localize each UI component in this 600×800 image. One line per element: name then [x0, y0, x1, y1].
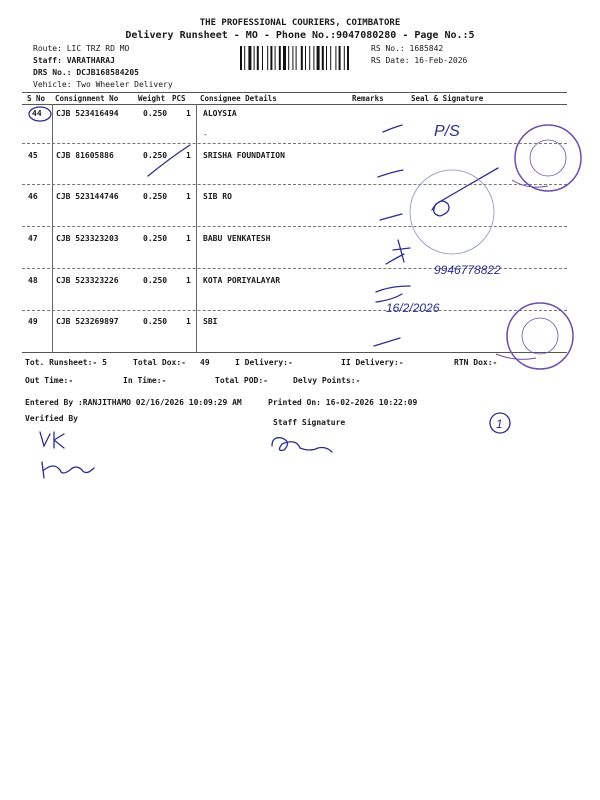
row-sno: 47 — [28, 234, 38, 243]
row-weight: 0.250 — [143, 317, 168, 326]
row-pcs: 1 — [186, 276, 191, 285]
total-runsheet: Tot. Runsheet:- 5 — [25, 358, 107, 367]
row-pcs: 1 — [186, 192, 191, 201]
verified-initials — [40, 432, 64, 448]
row-weight: 0.250 — [143, 109, 168, 118]
sno-circle-mark — [29, 107, 51, 121]
staff-signature-label: Staff Signature — [273, 418, 346, 427]
handwritten-date: 16/2/2026 — [386, 301, 440, 315]
row-sno: 46 — [28, 192, 38, 201]
row-weight: 0.250 — [143, 192, 168, 201]
remark-tick — [386, 240, 410, 264]
remark-tick — [380, 214, 402, 220]
row-pcs: 1 — [186, 151, 191, 160]
ps-mark: P/S — [434, 123, 460, 140]
verified-signature — [42, 462, 94, 478]
row-consignee: SIB RO — [203, 192, 232, 201]
row-weight: 0.250 — [143, 151, 168, 160]
row-consignment: CJB 523144746 — [56, 192, 119, 201]
company-title: THE PROFESSIONAL COURIERS, COIMBATORE — [199, 18, 401, 28]
in-time: In Time:- — [123, 376, 167, 385]
total-pod: Total POD:- — [215, 376, 268, 385]
col-remarks: Remarks — [352, 94, 384, 103]
handwritten-line — [376, 286, 410, 292]
row-consignee: KOTA PORIYALAYAR — [203, 276, 281, 285]
row-sno: 45 — [28, 151, 38, 160]
col-consignee: Consignee Details — [200, 94, 277, 103]
row-consignee: SRISHA FOUNDATION — [203, 151, 285, 160]
drs-number: DRS No.: DCJB168584205 — [33, 68, 139, 77]
row-consignment: CJB 81605886 — [56, 151, 114, 160]
row-consignee-extra: - — [203, 130, 208, 139]
delvy-points: Delvy Points:- — [293, 376, 361, 385]
vehicle-label: Vehicle: Two Wheeler Delivery — [33, 80, 173, 89]
col-weight: Weight — [138, 94, 166, 103]
i-delivery: I Delivery:- — [235, 358, 293, 367]
row-pcs: 1 — [186, 109, 191, 118]
total-dox-count: 49 — [200, 358, 210, 367]
verified-by-label: Verified By — [25, 414, 78, 423]
runsheet-subtitle: Delivery Runsheet - MO - Phone No.:9047080280 - Page No.:5 — [125, 30, 475, 41]
printed-on: Printed On: 16-02-2026 10:22:09 — [268, 398, 418, 407]
col-seal-signature: Seal & Signature — [411, 94, 484, 103]
col-consignment: Consignment No — [55, 94, 119, 103]
row-consignment: CJB 523323203 — [56, 234, 119, 243]
seal-stamp — [515, 125, 581, 191]
row-weight: 0.250 — [143, 276, 168, 285]
staff-label: Staff: VARATHARAJ — [33, 56, 115, 65]
faint-stamp-ring — [410, 170, 494, 254]
remark-tick — [374, 338, 400, 346]
stray-mark — [148, 145, 190, 176]
row-sno: 44 — [32, 109, 42, 118]
row-consignee: SBI — [203, 317, 218, 326]
row-pcs: 1 — [186, 234, 191, 243]
row-consignment: CJB 523323226 — [56, 276, 119, 285]
rtn-dox: RTN Dox:- — [454, 358, 498, 367]
col-pcs: PCS — [172, 94, 186, 103]
ii-delivery: II Delivery:- — [341, 358, 404, 367]
row-pcs: 1 — [186, 317, 191, 326]
row-sno: 48 — [28, 276, 38, 285]
out-time: Out Time:- — [25, 376, 74, 385]
handwritten-phone: 9946778822 — [434, 263, 501, 277]
rs-number: RS No.: 1685842 — [371, 44, 444, 53]
remark-tick — [378, 170, 403, 177]
page-number-mark: 1 — [496, 417, 503, 431]
staff-signature-scribble — [272, 438, 332, 452]
rs-date: RS Date: 16-Feb-2026 — [371, 56, 468, 65]
route-label: Route: LIC TRZ RD MO — [33, 44, 130, 53]
entered-by: Entered By :RANJITHAMO 02/16/2026 10:09:29 AM — [25, 398, 242, 407]
total-dox-label: Total Dox:- — [133, 358, 186, 367]
row-consignee: ALOYSIA — [203, 109, 237, 118]
col-sno: S No — [27, 94, 46, 103]
row-consignment: CJB 523416494 — [56, 109, 119, 118]
row-consignee: BABU VENKATESH — [203, 234, 271, 243]
row-weight: 0.250 — [143, 234, 168, 243]
signature-scribble — [432, 168, 498, 216]
remark-tick — [383, 125, 402, 132]
row-sno: 49 — [28, 317, 38, 326]
row-consignment: CJB 523269897 — [56, 317, 119, 326]
